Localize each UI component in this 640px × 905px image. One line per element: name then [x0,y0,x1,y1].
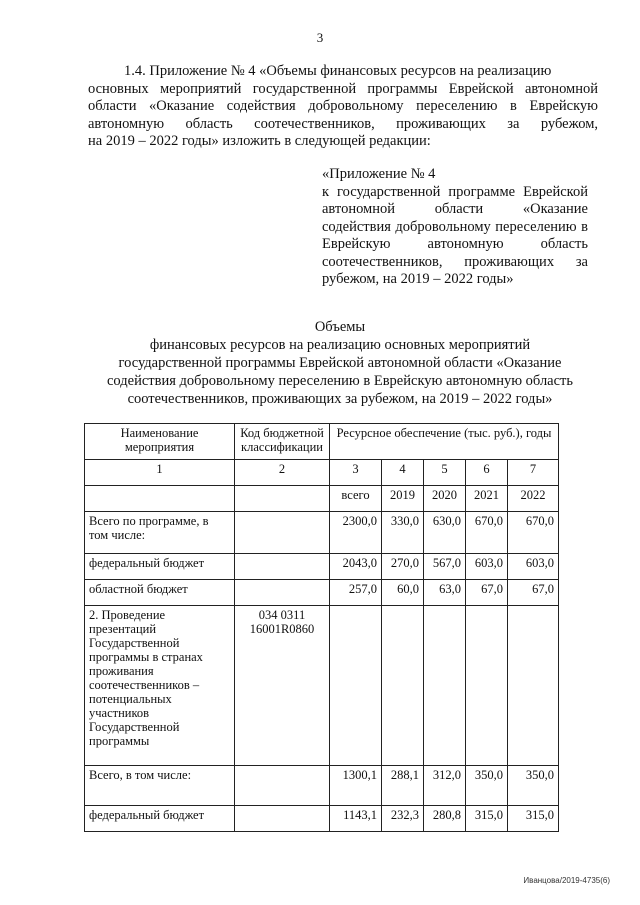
intro-line: области «Оказание содействия добровольному переселению в Еврейскую [88,98,598,114]
intro-line: 1.4. Приложение № 4 «Объемы финансовых ресурсов на реализацию [124,63,552,79]
table-row: Всего по программе, в том числе: 2300,0 330,0 630,0 670,0 670,0 [85,512,559,554]
col-number: 7 [508,460,559,486]
title-line: финансовых ресурсов на реализацию основных мероприятий [149,337,531,353]
intro-line: основных мероприятий государственной программы Еврейской автономной [88,80,598,97]
col-number: 2 [235,460,330,486]
document-footer: Иванцова/2019-4735(6) [523,876,610,885]
appendix-subtitle: к государственной программе Еврейской автономной области «Оказание содействия добровольному переселению в Еврейскую автономную область соотечественников, проживающих за рубежом, на 2019 – 2022 годы» [322,183,588,287]
subheader-year: 2022 [508,486,559,512]
document-title [80,318,600,408]
title-line: соотечественников, проживающих за рубежом, на 2019 – 2022 годы» [127,391,553,407]
title-line: Объемы [314,319,366,335]
subheader-year: 2020 [424,486,466,512]
subheader-year: 2021 [466,486,508,512]
appendix-header [322,166,588,289]
col-number: 6 [466,460,508,486]
table-row: федеральный бюджет 2043,0 270,0 567,0 603,0 603,0 [85,554,559,580]
header-code: Код бюджетной классификации [235,424,330,460]
page-number: 3 [316,30,324,45]
col-number: 5 [424,460,466,486]
appendix-title: «Приложение № 4 [322,166,436,182]
intro-line: автономную область соотечественников, проживающих за рубежом, [88,115,598,132]
table-row: Всего, в том числе: 1300,1 288,1 312,0 350,0 350,0 [85,766,559,806]
title-line: государственной программы Еврейской автономной области «Оказание [118,355,562,371]
subheader-year: 2019 [382,486,424,512]
header-name: Наименование мероприятия [85,424,235,460]
col-number: 1 [85,460,235,486]
header-resources: Ресурсное обеспечение (тыс. руб.), годы [330,424,559,460]
subheader-total: всего [330,486,382,512]
intro-paragraph [88,63,598,151]
table-row: 2. Проведение презентаций Государственной программы в странах проживания соотечественников – потенциальных участников Государственной программы 034 0311 16001R0860 [85,606,559,766]
col-number: 3 [330,460,382,486]
intro-line: на 2019 – 2022 годы» изложить в следующей редакции: [88,133,431,149]
table-row: федеральный бюджет 1143,1 232,3 280,8 315,0 315,0 [85,806,559,832]
table-row: областной бюджет 257,0 60,0 63,0 67,0 67,0 [85,580,559,606]
title-line: содействия добровольному переселению в Еврейскую автономную область [106,373,574,389]
funding-table [84,423,559,832]
col-number: 4 [382,460,424,486]
